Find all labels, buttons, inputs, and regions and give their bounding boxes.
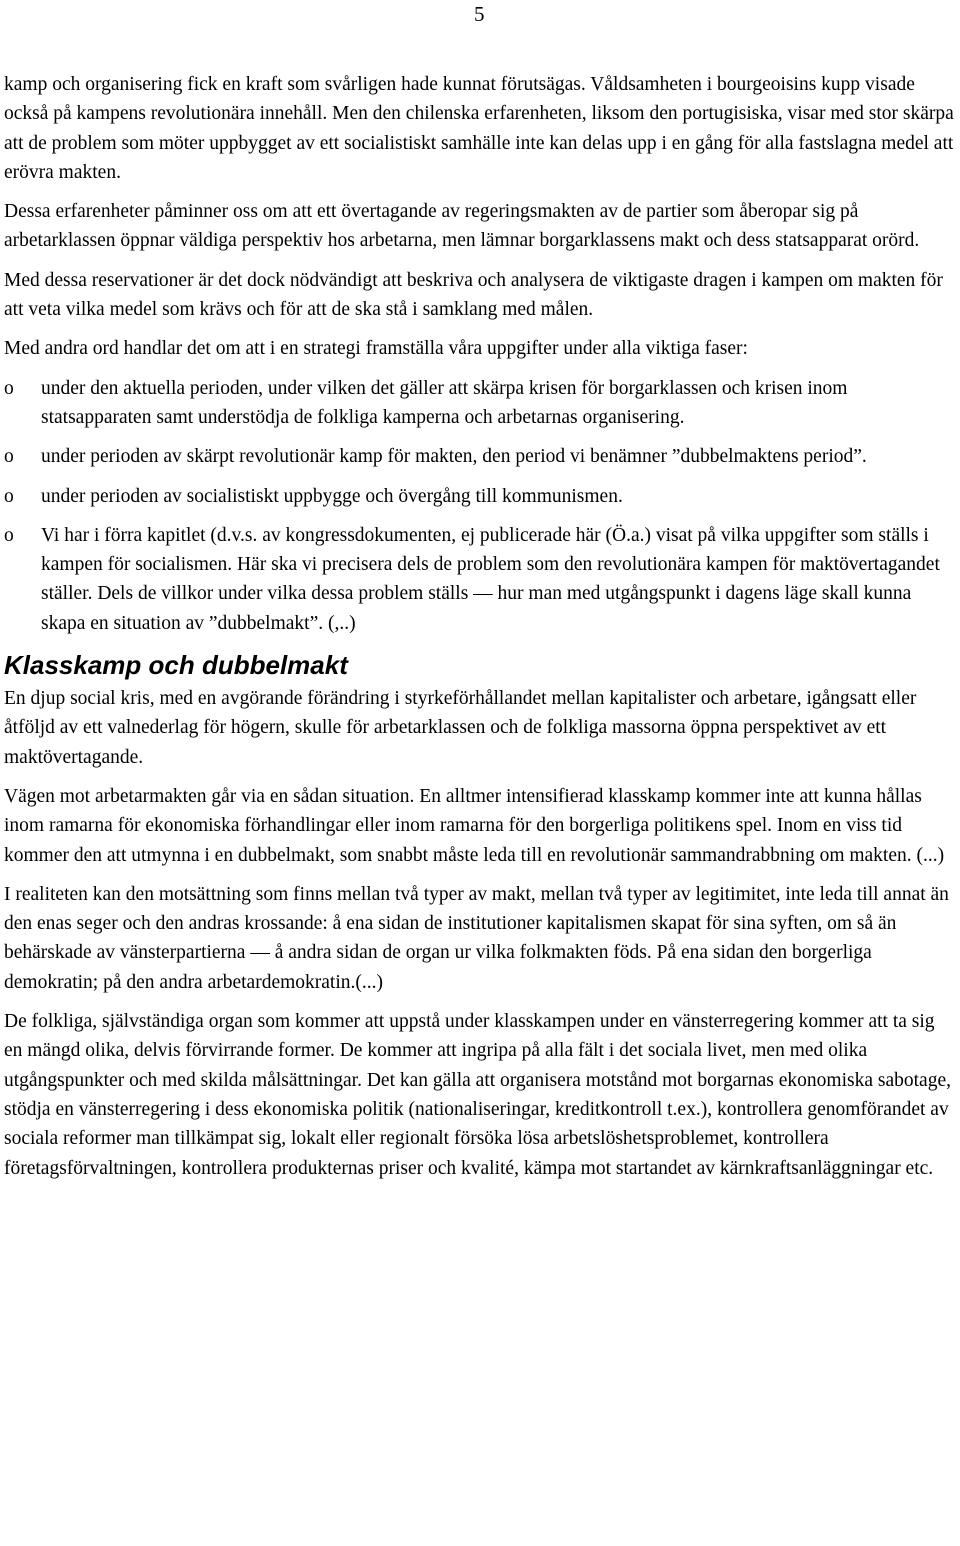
paragraph: I realiteten kan den motsättning som finns mellan två typer av makt, mellan två typer av legitimitet, inte leda till annat än den enas seger och den andras krossande: å ena sidan de institutioner kapitalismen skapat för sina syften, om så än behärskade av vänsterpartierna — å andra sidan de organ ur vilka folkmakten föds. På ena sidan den borgerliga demokratin; på den andra arbetardemokratin.(...) bbox=[4, 883, 949, 993]
page-content bbox=[4, 70, 954, 1193]
task-phase-list bbox=[4, 374, 954, 638]
list-item-text: under perioden av skärpt revolutionär kamp för makten, den period vi benämner ”dubbelmaktens period”. bbox=[41, 446, 867, 468]
bullet-marker: o bbox=[4, 524, 14, 546]
list-item bbox=[4, 521, 954, 638]
page-number: 5 bbox=[474, 2, 485, 26]
bullet-marker: o bbox=[4, 446, 14, 468]
list-item-text: under perioden av socialistiskt uppbygge och övergång till kommunismen. bbox=[41, 485, 623, 507]
paragraph: En djup social kris, med en avgörande förändring i styrkeförhållandet mellan kapitalister och arbetare, igångsatt eller åtföljd av ett valnederlag för högern, skulle för arbetarklassen och de folkliga massorna öppna perspektivet av ett maktövertagande. bbox=[4, 688, 917, 768]
paragraph: De folkliga, självständiga organ som kommer att uppstå under klasskampen under en vänsterregering kommer att ta sig en mängd olika, delvis förvirrande former. De kommer att ingripa på alla fält i det sociala livet, men med olika utgångspunkter och med skilda målsättningar. Det kan gälla att organisera motstånd mot borgarnas ekonomiska sabotage, stödja en vänsterregering i dess ekonomiska politik (nationaliseringar, kreditkontroll t.ex.), kontrollera genomförandet av sociala reformer man tillkämpat sig, lokalt eller regionalt försöka lösa arbetslöshetsproblemet, kontrollera företagsförvaltningen, kontrollera produkternas priser och kvalité, kämpa mot startandet av kärnkraftsanläggningar etc. bbox=[4, 1011, 951, 1179]
list-item bbox=[4, 482, 954, 511]
list-item bbox=[4, 374, 954, 433]
paragraph: Med dessa reservationer är det dock nödvändigt att beskriva och analysera de viktigaste dragen i kampen om makten för att veta vilka medel som krävs och för att de ska stå i samklang med målen. bbox=[4, 269, 943, 321]
list-item-text: Vi har i förra kapitlet (d.v.s. av kongressdokumenten, ej publicerade här (Ö.a.) visat på vilka uppgifter som ställs i kampen för socialismen. Här ska vi precisera dels de problem som den revolutionära kampen för maktövertagandet ställer. Dels de villkor under vilka dessa problem ställs — hur man med utgångspunkt i dagens läge skall kunna skapa en situation av ”dubbelmakt”. (,..) bbox=[41, 524, 940, 634]
list-item-text: under den aktuella perioden, under vilken det gäller att skärpa krisen för borgarklassen och krisen inom statsapparaten samt understödja de folkliga kamperna och arbetarnas organisering. bbox=[41, 377, 848, 428]
paragraph: Dessa erfarenheter påminner oss om att ett övertagande av regeringsmakten av de partier som åberopar sig på arbetarklassen öppnar väldiga perspektiv hos arbetarna, men lämnar borgarklassens makt och dess statsapparat orörd. bbox=[4, 201, 920, 252]
paragraph: Vägen mot arbetarmakten går via en sådan situation. En alltmer intensifierad klasskamp kommer inte att kunna hållas inom ramarna för ekonomiska förhandlingar eller inom ramarna för den borgerliga politikens spel. Inom en viss tid kommer den att utmynna i en dubbelmakt, som snabbt måste leda till en revolutionär sammandrabbning om makten. (...) bbox=[4, 785, 945, 866]
list-item bbox=[4, 442, 954, 471]
bullet-marker: o bbox=[4, 377, 14, 399]
paragraph: kamp och organisering fick en kraft som svårligen hade kunnat förutsägas. Våldsamheten i bourgeoisins kupp visade också på kampens revolutionära innehåll. Men den chilenska erfarenheten, liksom den portugisiska, visar med stor skärpa att de problem som möter uppbygget av ett socialistiskt samhälle inte kan delas upp i en gång för alla fastslagna medel att erövra makten. bbox=[4, 74, 954, 183]
section-heading: Klasskamp och dubbelmakt bbox=[4, 650, 348, 681]
paragraph: Med andra ord handlar det om att i en strategi framställa våra uppgifter under alla viktiga faser: bbox=[4, 338, 748, 360]
bullet-marker: o bbox=[4, 485, 14, 507]
